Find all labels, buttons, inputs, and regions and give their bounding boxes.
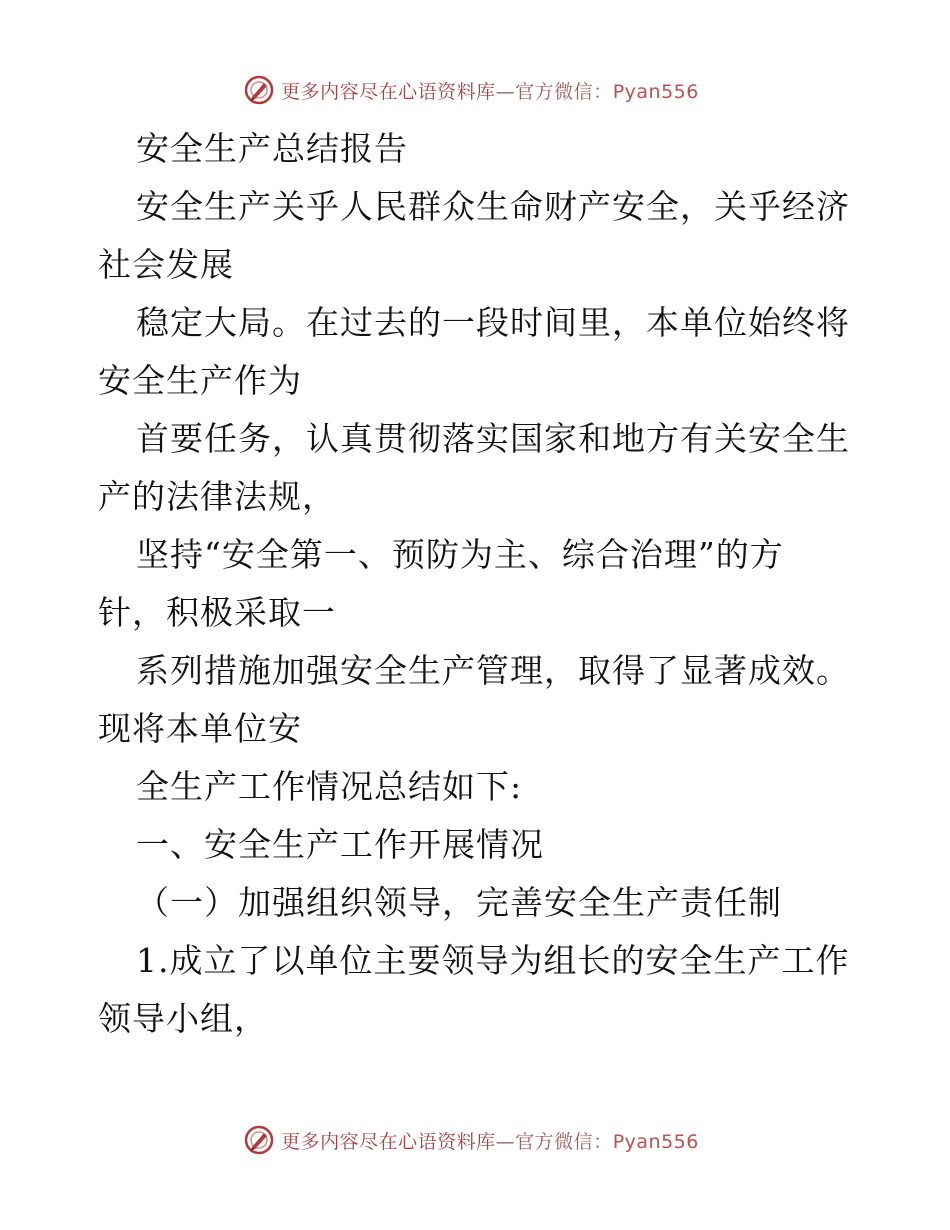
footer-watermark [0,1120,950,1160]
list-item: 1.成立了以单位主要领导为组长的安全生产工作 [136,941,850,980]
watermark-main: 更多内容尽在心语资料库 [281,1130,496,1153]
watermark-dash: — [495,1130,516,1153]
paragraph-line: 社会发展 [98,245,234,284]
header-watermark [0,70,950,110]
watermark-wechat-label: 官方微信： [515,1130,613,1153]
paragraph-line: 稳定大局。在过去的一段时间里，本单位始终将 [136,303,850,342]
watermark-group [243,1124,699,1156]
watermark-wechat-label: 官方微信： [515,80,613,103]
paragraph-line: 首要任务，认真贯彻落实国家和地方有关安全生 [136,419,850,458]
paragraph-line: 全生产工作情况总结如下: [136,767,523,806]
paragraph-line: 坚持“安全第一、预防为主、综合治理”的方 [136,535,784,574]
paragraph-line: 安全生产作为 [98,361,302,400]
document-body [98,120,858,1048]
watermark-main: 更多内容尽在心语资料库 [281,80,496,103]
watermark-wechat-id: Pyan556 [612,80,699,103]
paragraph-line: 现将本单位安 [98,709,302,748]
watermark-text [281,1127,699,1154]
watermark-text [281,77,699,104]
paragraph-line: 系列措施加强安全生产管理，取得了显著成效。 [136,651,850,690]
pen-logo-icon [243,74,275,106]
watermark-wechat-id: Pyan556 [612,1130,699,1153]
watermark-dash: — [495,80,516,103]
paragraph-line: 针，积极采取一 [98,593,336,632]
paragraph-line: 产的法律法规， [98,477,336,516]
doc-title: 安全生产总结报告 [136,129,408,168]
pen-logo-icon [243,1124,275,1156]
paragraph-line: 安全生产关乎人民群众生命财产安全，关乎经济 [136,187,850,226]
subsection-heading: （一）加强组织领导，完善安全生产责任制 [136,883,782,922]
paragraph-line: 领导小组， [98,999,268,1038]
section-heading: 一、安全生产工作开展情况 [136,825,544,864]
watermark-group [243,74,699,106]
